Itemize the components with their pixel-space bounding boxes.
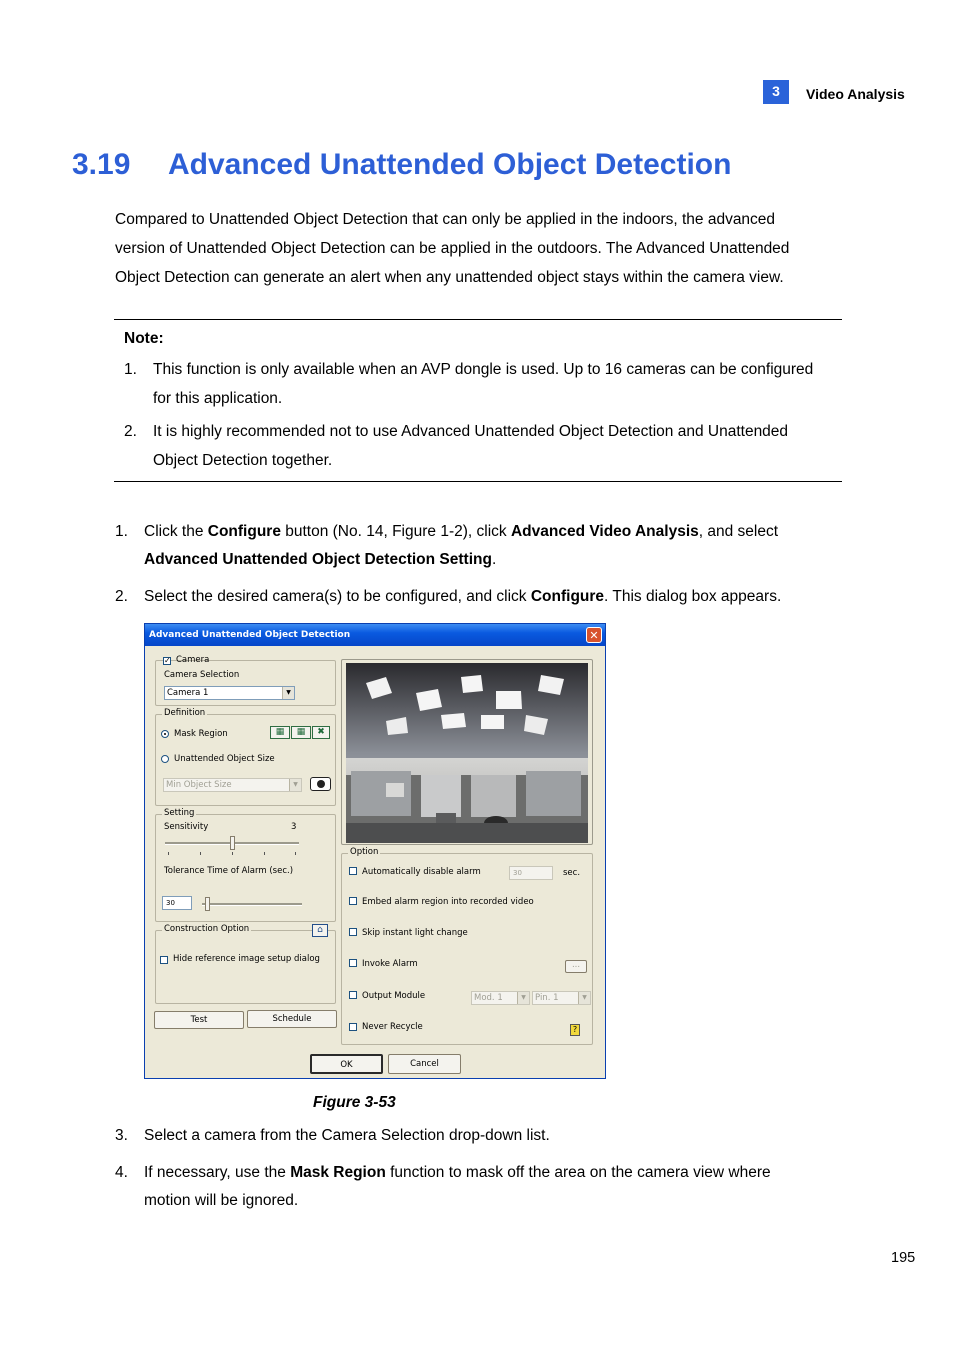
hide-reference-label: Hide reference image setup dialog (173, 954, 320, 964)
unattended-size-radio[interactable] (161, 755, 169, 763)
note-item (124, 417, 839, 475)
note-item-number: 2. (124, 423, 137, 440)
dialog-titlebar: Advanced Unattended Object Detection (145, 624, 605, 646)
camera-group-label: Camera (176, 655, 210, 665)
never-recycle-checkbox[interactable] (349, 1023, 357, 1031)
tolerance-input[interactable]: 30 (162, 896, 192, 910)
mask-region-radio[interactable] (161, 730, 169, 738)
auto-disable-label: Automatically disable alarm (362, 867, 481, 877)
schedule-button[interactable]: Schedule (247, 1010, 337, 1028)
mask-clear-icon[interactable]: ✖ (312, 726, 330, 739)
hide-reference-checkbox[interactable] (160, 956, 168, 964)
chapter-number-badge: 3 (763, 80, 789, 104)
pin-select[interactable]: Pin. 1 ▼ (532, 991, 591, 1005)
note-item-number: 1. (124, 361, 137, 378)
sensitivity-slider-thumb[interactable] (230, 836, 235, 850)
step-line: Select the desired camera(s) to be configured, and click Configure. This dialog box appears. (144, 588, 782, 605)
sensitivity-label: Sensitivity (164, 822, 209, 832)
step-line: Click the Configure button (No. 14, Figure 1-2), click Advanced Video Analysis, and select (144, 523, 779, 540)
embed-label: Embed alarm region into recorded video (362, 897, 534, 907)
camera-preview-image (346, 663, 588, 843)
page-number: 195 (891, 1250, 916, 1266)
figure-caption: Figure 3-53 (313, 1094, 396, 1111)
close-button[interactable]: ✕ (586, 627, 602, 643)
step-item (115, 1159, 835, 1215)
slider-tick (264, 852, 265, 855)
embed-checkbox[interactable] (349, 897, 357, 905)
chapter-title: Video Analysis (806, 86, 905, 102)
note-item-line: for this application. (153, 390, 283, 407)
construction-group: Construction Option (155, 930, 336, 1004)
option-group: Option (341, 853, 593, 1045)
step-line: If necessary, use the Mask Region function to mask off the area on the camera view where (144, 1164, 771, 1181)
step-number: 4. (115, 1164, 128, 1181)
setting-group: Setting (155, 814, 336, 922)
step-item (115, 583, 835, 611)
construction-setup-icon[interactable]: ⌂ (312, 924, 328, 937)
definition-group: Definition (155, 714, 336, 806)
mask-add-icon[interactable]: ▦ (270, 726, 290, 739)
mask-region-label: Mask Region (174, 729, 228, 739)
chevron-down-icon: ▼ (578, 992, 590, 1004)
ok-button[interactable]: OK (310, 1054, 383, 1074)
module-select[interactable]: Mod. 1 ▼ (471, 991, 530, 1005)
intro-line: Object Detection can generate an alert when any unattended object stays within the camera view. (115, 269, 784, 286)
invoke-alarm-checkbox[interactable] (349, 959, 357, 967)
seconds-label: sec. (563, 868, 581, 878)
slider-tick (168, 852, 169, 855)
slider-tick (232, 852, 233, 855)
note-item (124, 355, 839, 413)
help-icon[interactable]: ? (570, 1024, 580, 1036)
slider-tick (295, 852, 296, 855)
sensitivity-value: 3 (291, 822, 297, 832)
chevron-down-icon: ▼ (517, 992, 529, 1004)
invoke-alarm-label: Invoke Alarm (362, 959, 418, 969)
step-number: 2. (115, 588, 128, 605)
auto-disable-input[interactable]: 30 (509, 866, 553, 880)
step-line: Select a camera from the Camera Selection drop-down list. (144, 1127, 550, 1144)
output-module-label: Output Module (362, 991, 426, 1001)
unattended-size-label: Unattended Object Size (174, 754, 275, 764)
camera-snapshot-icon[interactable] (310, 777, 331, 791)
note-label: Note: (124, 330, 164, 347)
object-size-select[interactable]: Min Object Size ▼ (163, 778, 302, 792)
camera-select[interactable]: Camera 1 ▼ (164, 686, 295, 700)
camera-checkbox[interactable]: ✓ (164, 656, 171, 665)
intro-paragraph (115, 205, 835, 292)
camera-selection-label: Camera Selection (164, 670, 240, 680)
note-item-line: This function is only available when an AVP dongle is used. Up to 16 cameras can be configured (153, 361, 814, 378)
chevron-down-icon: ▼ (282, 687, 294, 699)
section-title (72, 148, 731, 182)
note-item-line: Object Detection together. (153, 452, 333, 469)
section-number: 3.19 (72, 148, 131, 181)
skip-light-label: Skip instant light change (362, 928, 468, 938)
test-button[interactable]: Test (154, 1011, 244, 1029)
step-item (115, 1122, 835, 1150)
step-line: motion will be ignored. (144, 1192, 299, 1209)
tolerance-label: Tolerance Time of Alarm (sec.) (164, 866, 294, 876)
chevron-down-icon: ▼ (289, 779, 301, 791)
section-title-text: Advanced Unattended Object Detection (168, 148, 732, 181)
intro-line: version of Unattended Object Detection can be applied in the outdoors. The Advanced Unattended (115, 240, 790, 257)
advanced-unattended-dialog (144, 623, 606, 1079)
skip-light-checkbox[interactable] (349, 928, 357, 936)
cancel-button[interactable]: Cancel (388, 1054, 461, 1074)
never-recycle-label: Never Recycle (362, 1022, 423, 1032)
intro-line: Compared to Unattended Object Detection that can only be applied in the indoors, the advanced (115, 211, 776, 228)
tolerance-slider-track[interactable] (202, 903, 302, 906)
step-number: 1. (115, 523, 128, 540)
step-number: 3. (115, 1127, 128, 1144)
tolerance-slider-thumb[interactable] (205, 897, 210, 911)
invoke-alarm-button[interactable]: ... (565, 960, 587, 973)
mask-remove-icon[interactable]: ▦ (291, 726, 311, 739)
slider-tick (200, 852, 201, 855)
auto-disable-checkbox[interactable] (349, 867, 357, 875)
step-line: Advanced Unattended Object Detection Setting. (144, 551, 497, 568)
output-module-checkbox[interactable] (349, 991, 357, 999)
note-item-line: It is highly recommended not to use Advanced Unattended Object Detection and Unattended (153, 423, 789, 440)
step-item (115, 518, 835, 574)
